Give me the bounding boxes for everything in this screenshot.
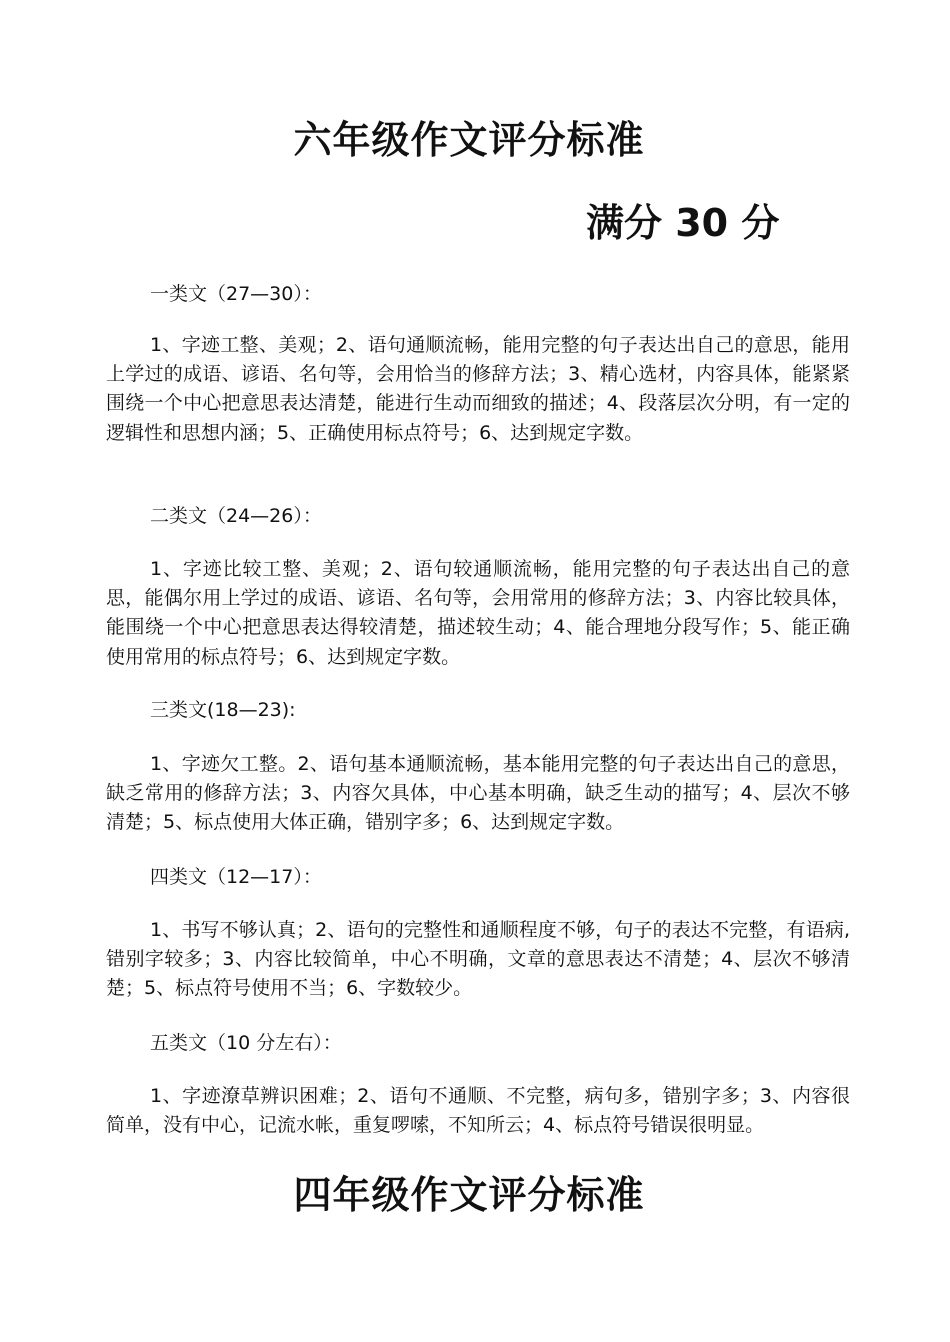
- next-page-title: 四年级作文评分标准: [293, 1173, 645, 1217]
- section-heading-grade-4: 四类文（12—17）：: [150, 866, 322, 888]
- full-score-label: 满分 30 分: [586, 201, 780, 245]
- section-body-grade-2: 1、字迹比较工整、美观；2、语句较通顺流畅，能用完整的句子表达出自己的意思，能偶尔用上学过的成语、谚语、名句等，会用常用的修辞方法；3、内容比较具体，能围绕一个中心把意思表达得较清楚，描述较生动；4、能合理地分段写作；5、能正确使用常用的标点符号；6、达到规定字数。: [106, 558, 850, 668]
- section-body-grade-5: 1、字迹潦草辨识困难；2、语句不通顺、不完整，病句多，错别字多；3、内容很简单，没有中心，记流水帐，重复啰嗦，不知所云；4、标点符号错误很明显。: [106, 1085, 850, 1137]
- section-heading-grade-1: 一类文（27—30）：: [150, 283, 322, 305]
- page-title: 六年级作文评分标准: [293, 118, 645, 162]
- section-heading-grade-5: 五类文（10 分左右）：: [150, 1032, 342, 1054]
- section-heading-grade-3: 三类文(18—23):: [150, 699, 296, 721]
- section-body-grade-1: 1、字迹工整、美观；2、语句通顺流畅，能用完整的句子表达出自己的意思，能用上学过的成语、谚语、名句等，会用恰当的修辞方法；3、精心选材，内容具体，能紧紧围绕一个中心把意思表达清楚，能进行生动而细致的描述；4、段落层次分明，有一定的逻辑性和思想内涵；5、正确使用标点符号；6、达到规定字数。: [106, 334, 850, 444]
- section-heading-grade-2: 二类文（24—26）：: [150, 505, 322, 527]
- section-body-grade-4: 1、书写不够认真；2、语句的完整性和通顺程度不够，句子的表达不完整，有语病,错别字较多；3、内容比较简单，中心不明确，文章的意思表达不清楚；4、层次不够清楚；5、标点符号使用不当；6、字数较少。: [106, 919, 850, 1000]
- section-body-grade-3: 1、字迹欠工整。2、语句基本通顺流畅，基本能用完整的句子表达出自己的意思，缺乏常用的修辞方法；3、内容欠具体，中心基本明确，缺乏生动的描写；4、层次不够清楚；5、标点使用大体正确，错别字多；6、达到规定字数。: [106, 753, 850, 834]
